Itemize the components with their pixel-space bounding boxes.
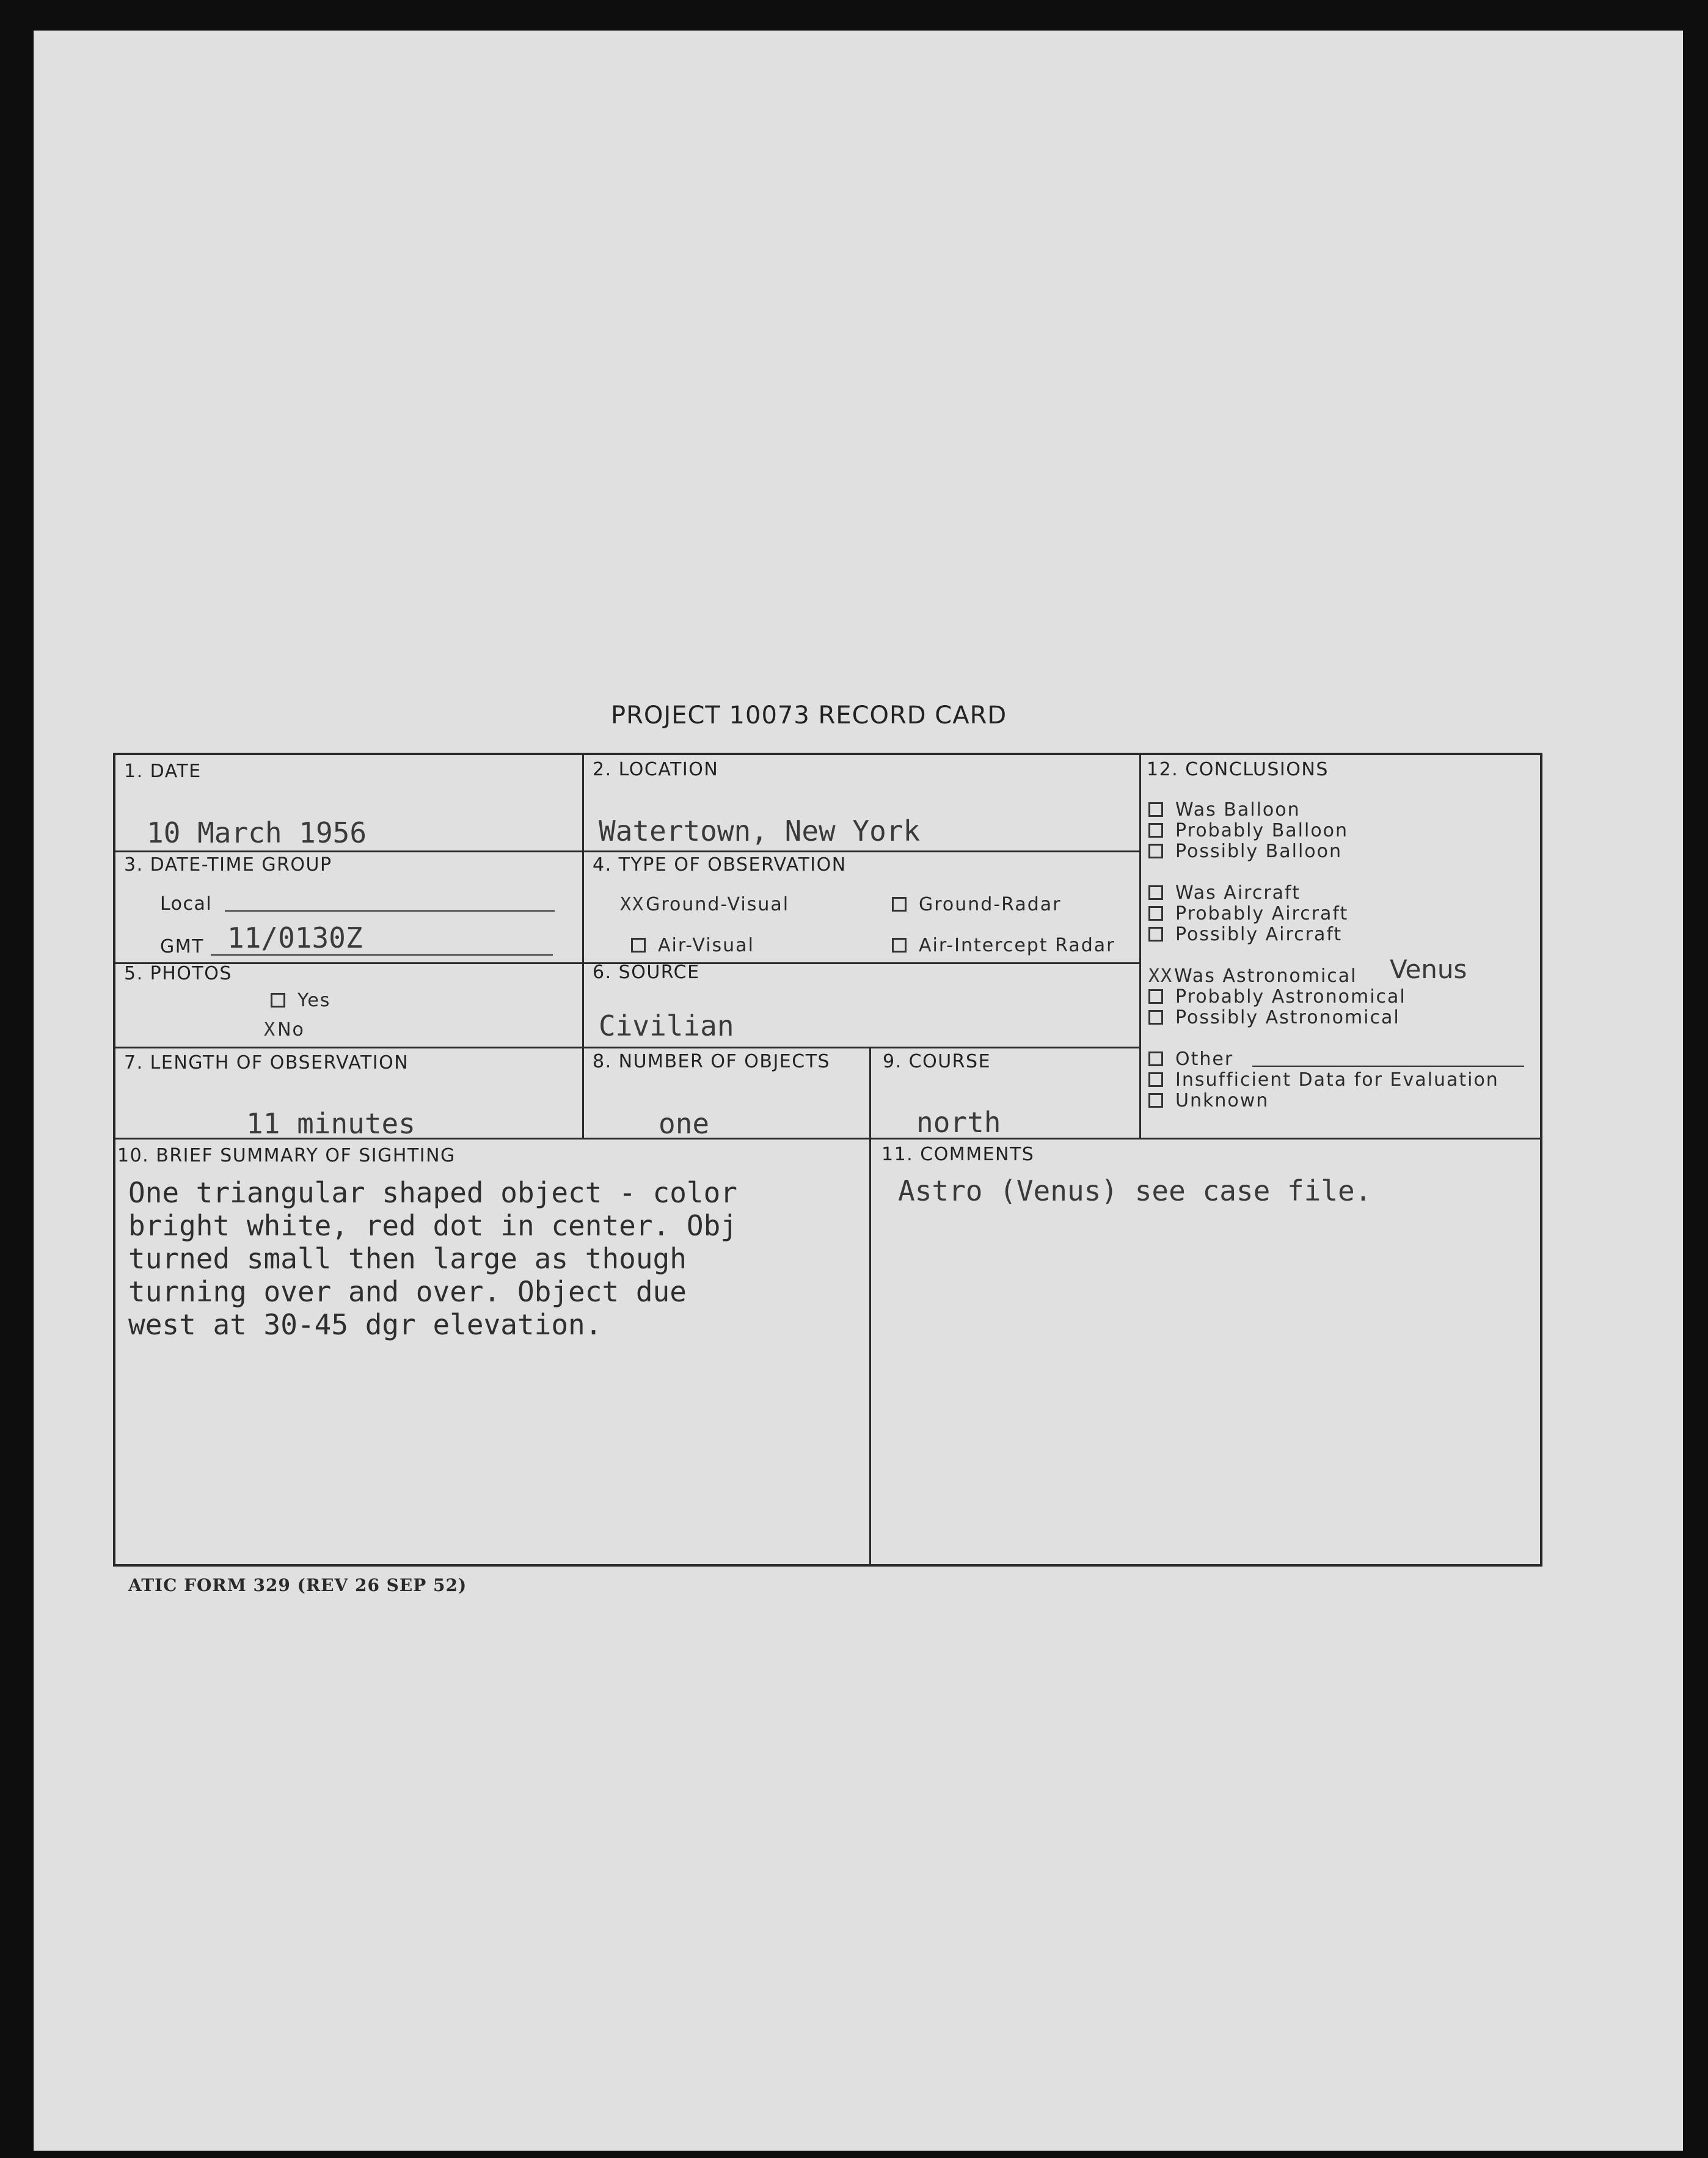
date-time-group-label: 3. DATE-TIME GROUP	[124, 854, 332, 876]
location-label: 2. LOCATION	[593, 759, 719, 780]
checkbox-icon	[892, 897, 907, 912]
conclusion-was-astronomical: XXWas Astronomical	[1148, 965, 1357, 987]
divider-objects-course	[869, 1047, 871, 1567]
other-underline	[1252, 1066, 1524, 1067]
course-value: north	[916, 1106, 1001, 1139]
comments-label: 11. COMMENTS	[881, 1144, 1035, 1165]
conclusion-other: Other	[1148, 1048, 1233, 1070]
checkbox-icon	[1148, 989, 1163, 1004]
conclusion-possibly-astronomical: Possibly Astronomical	[1148, 1007, 1400, 1028]
air-visual-text: Air-Visual	[658, 935, 754, 956]
astronomical-note: Venus	[1390, 954, 1467, 984]
local-label: Local	[160, 893, 213, 915]
air-intercept-radar-text: Air-Intercept Radar	[919, 935, 1115, 956]
option-ground-radar	[892, 894, 1062, 915]
photos-no-text: No	[277, 1019, 305, 1041]
option-photos-no	[264, 1019, 305, 1041]
conclusion-was-balloon: Was Balloon	[1148, 799, 1301, 821]
checkbox-icon	[631, 938, 646, 953]
checkbox-icon	[1148, 1093, 1163, 1108]
conclusion-probably-balloon: Probably Balloon	[1148, 820, 1348, 841]
card-title: PROJECT 10073 RECORD CARD	[611, 701, 1007, 730]
option-air-intercept-radar	[892, 935, 1115, 956]
option-air-visual	[631, 935, 754, 956]
gmt-label: GMT	[160, 936, 204, 957]
checked-mark: XX	[1148, 965, 1173, 987]
checkbox-icon	[1148, 906, 1163, 921]
gmt-value: 11/0130Z	[227, 921, 363, 954]
course-label: 9. COURSE	[883, 1051, 991, 1072]
checkbox-icon	[1148, 1072, 1163, 1087]
number-of-objects-value: one	[659, 1107, 710, 1140]
conclusion-possibly-aircraft: Possibly Aircraft	[1148, 924, 1342, 945]
comments-value: Astro (Venus) see case file.	[898, 1174, 1372, 1207]
form-number: ATIC FORM 329 (REV 26 SEP 52)	[128, 1575, 467, 1595]
divider-col-1	[582, 753, 584, 1138]
checkbox-icon	[1148, 1010, 1163, 1025]
checkbox-icon	[1148, 885, 1163, 900]
conclusion-probably-astronomical: Probably Astronomical	[1148, 986, 1406, 1008]
summary-text: One triangular shaped object - color bright white, red dot in center. Obj turned small then large as though turning over and over. Object due west at 30-45 dgr elevation.	[128, 1176, 737, 1341]
location-value: Watertown, New York	[599, 814, 921, 847]
option-ground-visual	[620, 894, 789, 915]
length-of-observation-value: 11 minutes	[246, 1107, 415, 1140]
divider-col-2	[1139, 753, 1141, 1138]
conclusions-label: 12. CONCLUSIONS	[1147, 759, 1329, 780]
gmt-underline	[211, 954, 553, 956]
source-value: Civilian	[599, 1009, 734, 1042]
conclusion-insufficient-data: Insufficient Data for Evaluation	[1148, 1069, 1499, 1091]
conclusion-probably-aircraft: Probably Aircraft	[1148, 903, 1348, 924]
checked-mark: XX	[620, 894, 645, 915]
checkbox-icon	[1148, 844, 1163, 858]
checkbox-icon	[1148, 802, 1163, 817]
conclusion-was-aircraft: Was Aircraft	[1148, 882, 1301, 904]
date-value: 10 March 1956	[147, 816, 367, 849]
checkbox-icon	[892, 938, 907, 953]
photos-label: 5. PHOTOS	[124, 963, 232, 984]
summary-label: 10. BRIEF SUMMARY OF SIGHTING	[117, 1145, 456, 1166]
checked-mark: X	[264, 1019, 277, 1041]
checkbox-icon	[1148, 927, 1163, 942]
checkbox-icon	[1148, 823, 1163, 838]
date-label: 1. DATE	[124, 761, 202, 782]
local-underline	[225, 910, 555, 912]
photos-yes-text: Yes	[297, 990, 331, 1011]
source-label: 6. SOURCE	[593, 962, 700, 983]
divider-row-1	[113, 850, 1139, 852]
conclusion-possibly-balloon: Possibly Balloon	[1148, 841, 1342, 862]
checkbox-icon	[1148, 1052, 1163, 1066]
length-of-observation-label: 7. LENGTH OF OBSERVATION	[124, 1052, 409, 1074]
conclusion-unknown: Unknown	[1148, 1090, 1269, 1111]
ground-visual-text: Ground-Visual	[646, 894, 790, 915]
divider-row-3	[113, 1047, 1139, 1048]
type-of-observation-label: 4. TYPE OF OBSERVATION	[593, 854, 847, 876]
ground-radar-text: Ground-Radar	[919, 894, 1062, 915]
option-photos-yes	[271, 990, 330, 1011]
checkbox-icon	[271, 993, 285, 1008]
number-of-objects-label: 8. NUMBER OF OBJECTS	[593, 1051, 831, 1072]
